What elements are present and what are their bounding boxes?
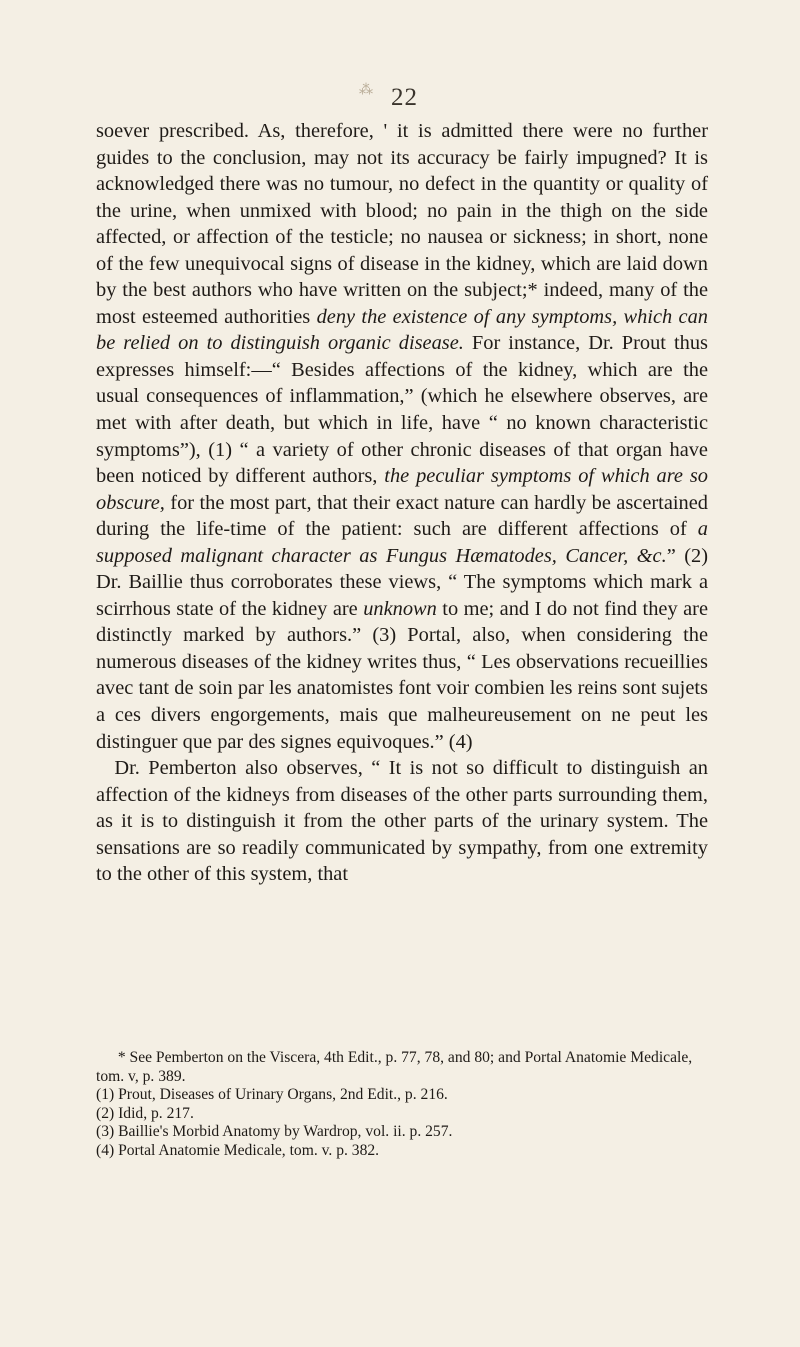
footnote-3: (3) Baillie's Morbid Anatomy by Wardrop, vol. ii. p. 257.	[96, 1123, 453, 1141]
paragraph-2: Dr. Pemberton also observes, “ It is not so difficult to distinguish an affection of the kidneys from diseases of the other parts surrounding them, as it is to distinguish it from the other parts of the urinary system. The sensations are so readily communicated by sympathy, from one extremity to the other of this system, that	[96, 757, 708, 886]
italic-run: the peculiar symptoms of which are so obscure,	[96, 465, 709, 514]
page-blemish-icon: ⁂	[359, 83, 373, 98]
text-run: ” (2) Dr. Baillie thus corroborates these views, “ The symptoms which mark a scirrhous state of the kidney are	[96, 544, 708, 620]
italic-run: a supposed malignant character as Fungus Hæmatodes, Cancer, &c.	[96, 518, 708, 567]
footnotes	[96, 1049, 708, 1161]
italic-run: unknown	[363, 597, 437, 620]
page-number: 22	[391, 84, 418, 111]
text-run: For instance, Dr. Prout thus expresses himself:—“ Besides affections of the kidney, which are the usual consequences of inflammation,” (which he elsewhere observes, are met with after death, but which in life, have “ no known characteristic symptoms”), (1) “ a variety of other chronic diseases of that organ have been noticed by different authors,	[96, 332, 708, 488]
text-run: for the most part, that their exact nature can hardly be ascertained during the life-time of the patient: such are different affections of	[96, 491, 708, 541]
paragraph-1	[96, 118, 708, 755]
footnote-star: * See Pemberton on the Viscera, 4th Edit., p. 77, 78, and 80; and Portal Anatomie Medicale, tom. v, p. 389.	[96, 1049, 693, 1085]
footnote-4: (4) Portal Anatomie Medicale, tom. v. p. 382.	[96, 1141, 380, 1159]
text-run: soever prescribed. As, therefore, ' it is admitted there were no further guides to the conclusion, may not its accuracy be fairly impugned? It is acknowledged there was no tumour, no defect in the quantity or quality of the urine, when unmixed with blood; no pain in the thigh on the side affected, or affection of the testicle; no nausea or sickness; in short, none of the few unequivocal signs of disease in the kidney, which are laid down by the best authors who have written on the subject;* indeed, many of the most esteemed authorities	[96, 120, 708, 328]
footnote-1: (1) Prout, Diseases of Urinary Organs, 2nd Edit., p. 216.	[96, 1086, 448, 1104]
footnote-2: (2) Idid, p. 217.	[96, 1104, 194, 1122]
text-run: to me; and I do not find they are distinctly marked by authors.” (3) Portal, also, when considering the numerous diseases of the kidney writes thus, “ Les observations recueillies avec tant de soin par les anatomistes font voir combien les reins sont sujets a ces divers engorgements, mais que malheureusement on ne peut les distinguer que par des signes equivoques.” (4)	[96, 597, 708, 753]
body-text	[96, 118, 708, 888]
italic-run: deny the existence of any symptoms, which can be relied on to distinguish organic disease.	[96, 305, 708, 355]
